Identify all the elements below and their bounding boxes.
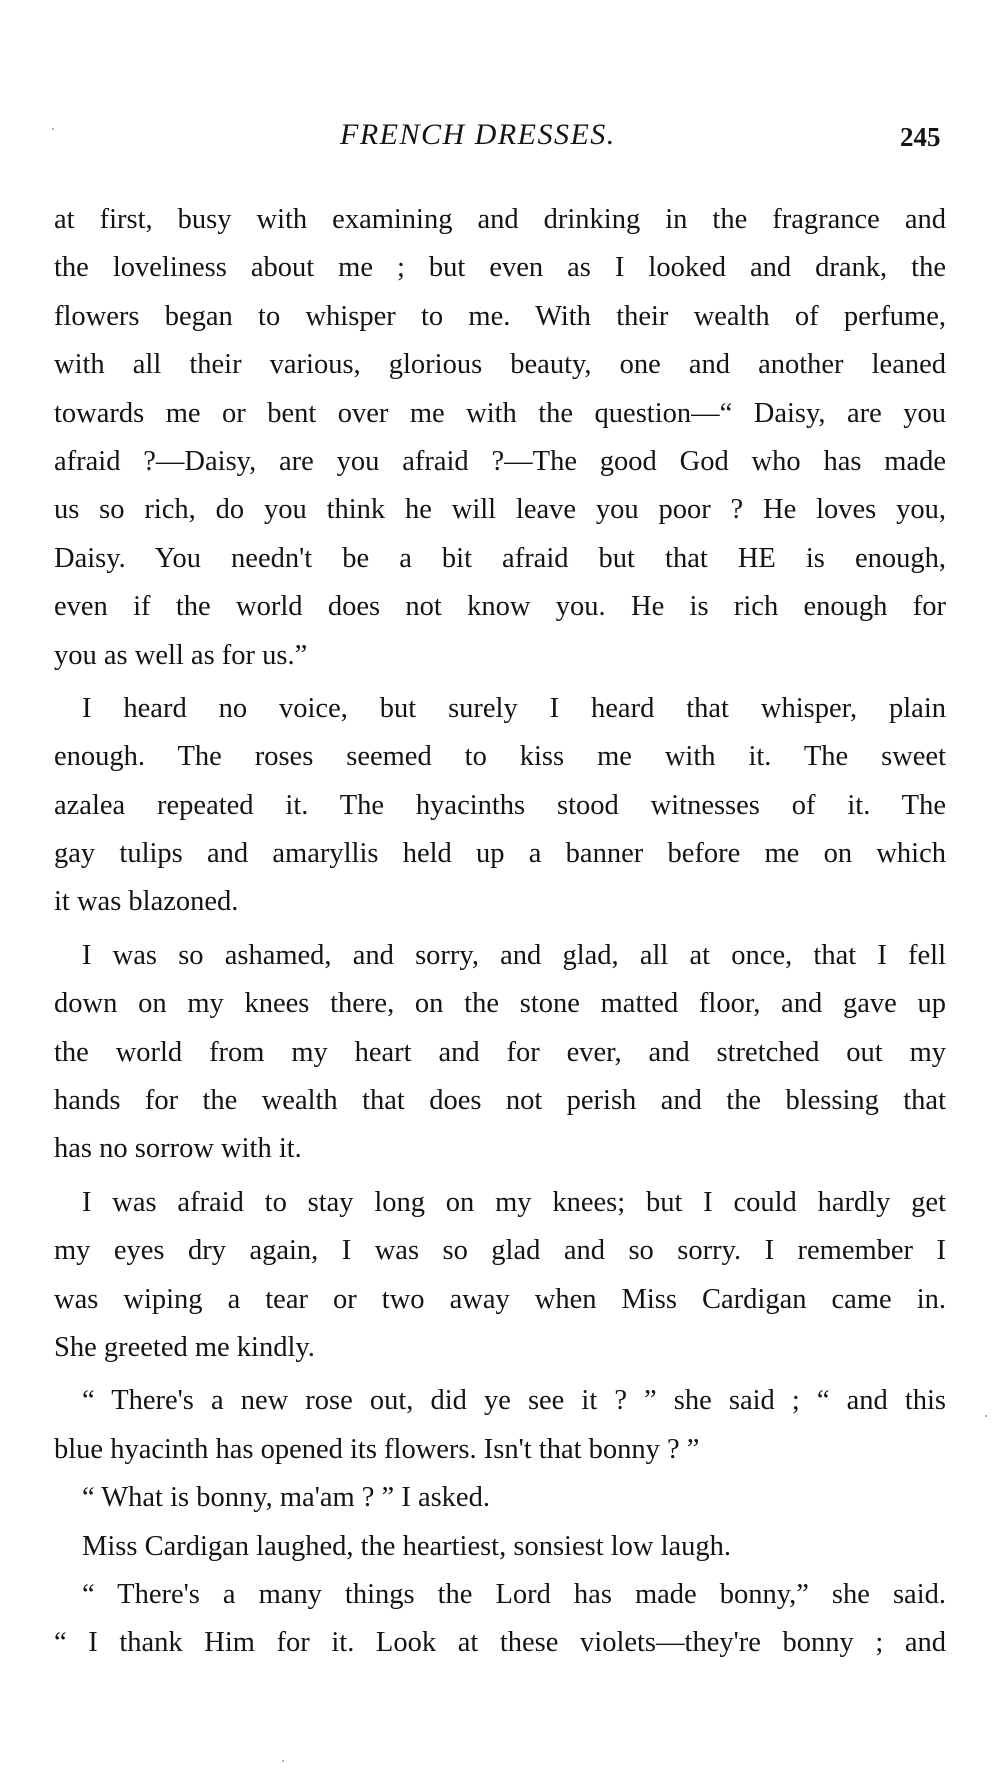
body-text <box>54 196 946 1668</box>
paragraph <box>54 1571 946 1668</box>
text-line: blue hyacinth has opened its flowers. Isn't that bonny ? ” <box>54 1433 700 1465</box>
text-line: us so rich, do you think he will leave you poor ? He loves you, <box>54 494 946 526</box>
text-line: was wiping a tear or two away when Miss Cardigan came in. <box>54 1283 946 1315</box>
text-line: “ What is bonny, ma'am ? ” I asked. <box>82 1482 490 1514</box>
text-line: “ There's a many things the Lord has made bonny,” she said. <box>82 1578 946 1610</box>
paragraph <box>54 196 946 680</box>
text-line: you as well as for us.” <box>54 639 308 671</box>
text-line: I heard no voice, but surely I heard that whisper, plain <box>82 692 946 724</box>
text-line: Daisy. You needn't be a bit afraid but that HE is enough, <box>54 542 946 574</box>
paragraph <box>54 932 946 1174</box>
text-line: I was so ashamed, and sorry, and glad, all at once, that I fell <box>82 939 946 971</box>
paragraph <box>54 1474 946 1522</box>
page-number: 245 <box>900 122 941 152</box>
paper-speck <box>282 1760 284 1762</box>
text-line: I was afraid to stay long on my knees; but I could hardly get <box>82 1186 946 1218</box>
text-line: azalea repeated it. The hyacinths stood witnesses of it. The <box>54 789 946 821</box>
text-line: my eyes dry again, I was so glad and so sorry. I remember I <box>54 1235 946 1267</box>
paper-speck <box>985 1415 987 1417</box>
text-line: She greeted me kindly. <box>54 1331 315 1363</box>
paragraph <box>54 1523 946 1571</box>
text-line: “ I thank Him for it. Look at these violets—they're bonny ; and <box>54 1627 946 1659</box>
text-line: it was blazoned. <box>54 886 239 918</box>
text-line: even if the world does not know you. He is rich enough for <box>54 591 946 623</box>
text-line: Miss Cardigan laughed, the heartiest, sonsiest low laugh. <box>82 1530 732 1562</box>
text-line: has no sorrow with it. <box>54 1133 302 1165</box>
text-line: “ There's a new rose out, did ye see it ? ” she said ; “ and this <box>82 1385 946 1417</box>
running-title: FRENCH DRESSES. <box>340 118 616 151</box>
text-line: gay tulips and amaryllis held up a banner before me on which <box>54 838 946 870</box>
paragraph <box>54 1179 946 1373</box>
text-line: with all their various, glorious beauty, one and another leaned <box>54 349 946 381</box>
running-head <box>0 118 1000 162</box>
text-line: afraid ?—Daisy, are you afraid ?—The good God who has made <box>54 445 946 477</box>
paper-speck <box>52 128 54 130</box>
text-line: flowers began to whisper to me. With their wealth of perfume, <box>54 300 946 332</box>
text-line: the loveliness about me ; but even as I looked and drank, the <box>54 252 946 284</box>
paragraph <box>54 1377 946 1474</box>
text-line: hands for the wealth that does not perish and the blessing that <box>54 1085 946 1117</box>
text-line: the world from my heart and for ever, and stretched out my <box>54 1036 946 1068</box>
paragraph <box>54 685 946 927</box>
text-line: towards me or bent over me with the question—“ Daisy, are you <box>54 397 946 429</box>
text-line: at first, busy with examining and drinking in the fragrance and <box>54 204 946 235</box>
text-line: enough. The roses seemed to kiss me with it. The sweet <box>54 741 946 773</box>
text-line: down on my knees there, on the stone matted floor, and gave up <box>54 988 946 1020</box>
